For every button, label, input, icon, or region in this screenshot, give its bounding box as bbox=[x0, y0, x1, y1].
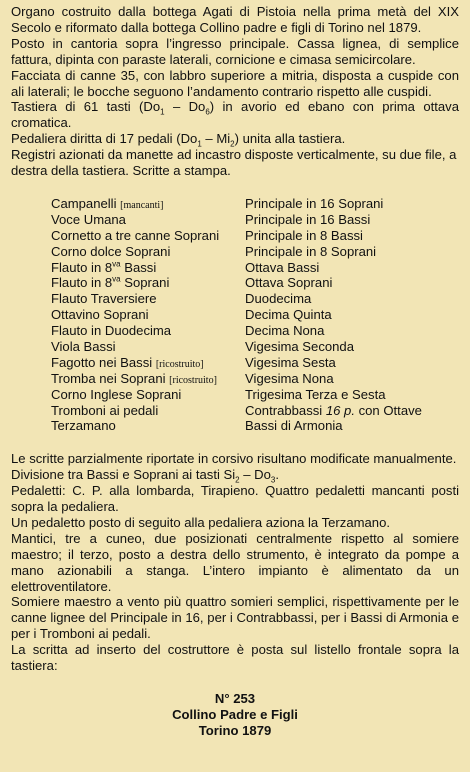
stop-principale-16-soprani: Principale in 16 Soprani bbox=[245, 195, 384, 211]
note-scritta: La scritta ad inserto del costruttore è posta sul listello frontale sopra la tastiera: bbox=[11, 642, 459, 674]
maker-name: Collino Padre e Figli bbox=[172, 706, 298, 722]
pedalboard-description bbox=[11, 131, 459, 147]
keyboard-text-1: Tastiera di 61 tasti (Do bbox=[11, 99, 161, 115]
stop-note: [mancanti] bbox=[120, 199, 164, 211]
stop-note: [ricostruito] bbox=[169, 374, 217, 386]
stop-vigesima-seconda: Vigesima Seconda bbox=[245, 338, 354, 354]
keyboard-text-3: ) in avorio ed ebano con prima ottava cromatica. bbox=[11, 99, 459, 131]
stop-corno-inglese: Corno Inglese Soprani bbox=[51, 386, 182, 402]
stop-flauto-duodecima: Flauto in Duodecima bbox=[51, 323, 172, 339]
divisione-text-2: – Do bbox=[239, 467, 271, 483]
stops-left-column bbox=[51, 196, 245, 434]
stop-flauto-traversiere: Flauto Traversiere bbox=[51, 291, 157, 307]
pedalboard-sub-2: 2 bbox=[230, 139, 235, 149]
stop-principale-8-soprani: Principale in 8 Soprani bbox=[245, 243, 377, 259]
stop-trigesima: Trigesima Terza e Sesta bbox=[245, 386, 386, 402]
note-mantici: Mantici, tre a cuneo, due posizionati centralmente rispetto al somiere maestro; il terzo, posto a destra dello strumento, è integrato da pompe a mano azionabili a stanga. L’intero impianto è alimentato da un elettroventilatore. bbox=[11, 530, 459, 594]
stop-corno-dolce: Corno dolce Soprani bbox=[51, 243, 171, 259]
stop-voce-umana: Voce Umana bbox=[51, 211, 126, 227]
stop-flauto-8-soprani bbox=[51, 275, 245, 291]
note-pedaletto: Un pedaletto posto di seguito alla pedaliera aziona la Terzamano. bbox=[11, 514, 391, 530]
divisione-text-1: Divisione tra Bassi e Soprani ai tasti Si bbox=[11, 467, 236, 483]
stop-label: Flauto in 8 bbox=[51, 275, 113, 291]
stop-flauto-8-bassi bbox=[51, 260, 245, 276]
stop-label: Soprani bbox=[120, 275, 170, 291]
registers-intro: Registri azionati da manette ad incastro disposte verticalmente, su due file, a destra della tastiera. Scritte a stampa. bbox=[11, 147, 457, 179]
stop-bassi-armonia: Bassi di Armonia bbox=[245, 418, 343, 434]
maker-inscription bbox=[11, 691, 459, 739]
stop-ottava-bassi: Ottava Bassi bbox=[245, 259, 320, 275]
stop-terzamano: Terzamano bbox=[51, 418, 116, 434]
stop-duodecima: Duodecima bbox=[245, 291, 312, 307]
stop-ottava-soprani: Ottava Soprani bbox=[245, 275, 333, 291]
note-somiere: Somiere maestro a vento più quattro somieri semplici, rispettivamente per le canne lignee del Principale in 16, per i Contrabbassi, per i Bassi di Armonia e per i Tromboni ai pedali. bbox=[11, 594, 459, 642]
pedalboard-text-3: ) unita alla tastiera. bbox=[234, 131, 346, 147]
intro-paragraph-1: Organo costruito dalla bottega Agati di Pistoia nella prima metà del XIX Secolo e riformato dalla bottega Collino padre e figli di Torino nel 1879. bbox=[11, 4, 459, 35]
note-divisione bbox=[11, 467, 459, 483]
keyboard-text-2: – Do bbox=[164, 99, 206, 115]
divisione-sub-1: 2 bbox=[235, 475, 240, 485]
stop-contrabbassi bbox=[245, 403, 459, 419]
stops-table bbox=[51, 196, 459, 434]
pedalboard-text-2: – Mi bbox=[201, 131, 231, 147]
pedalboard-text-1: Pedaliera diritta di 17 pedali (Do bbox=[11, 131, 198, 147]
stop-vigesima-sesta: Vigesima Sesta bbox=[245, 354, 336, 370]
stop-ottavino: Ottavino Soprani bbox=[51, 307, 149, 323]
intro-paragraph-3: Facciata di canne 35, con labbro superiore a mitria, disposta a cuspide con ali laterali; le bocche seguono l’andamento contrario rispetto alle cuspidi. bbox=[11, 67, 459, 99]
stop-label: Campanelli bbox=[51, 195, 117, 211]
stop-decima-quinta: Decima Quinta bbox=[245, 307, 332, 323]
keyboard-sub-2: 6 bbox=[205, 108, 210, 118]
stop-viola: Viola Bassi bbox=[51, 338, 116, 354]
stop-fagotto bbox=[51, 355, 245, 371]
stop-vigesima-nona: Vigesima Nona bbox=[245, 370, 334, 386]
stop-label: Tromba nei Soprani bbox=[51, 370, 166, 386]
stop-label: Bassi bbox=[120, 259, 157, 275]
maker-number: N° 253 bbox=[214, 691, 256, 707]
stop-principale-16-bassi: Principale in 16 Bassi bbox=[245, 211, 371, 227]
stop-label: Fagotto nei Bassi bbox=[51, 354, 153, 370]
keyboard-sub-1: 1 bbox=[160, 108, 165, 118]
stop-principale-8-bassi: Principale in 8 Bassi bbox=[245, 227, 363, 243]
pedalboard-sub-1: 1 bbox=[197, 139, 202, 149]
stop-label: Flauto in 8 bbox=[51, 259, 113, 275]
note-pedaletti: Pedaletti: C. P. alla lombarda, Tirapieno. Quattro pedaletti mancanti posti sopra la pedaliera. bbox=[11, 483, 459, 515]
maker-place: Torino 1879 bbox=[198, 722, 272, 738]
stop-decima-nona: Decima Nona bbox=[245, 323, 325, 339]
keyboard-description bbox=[11, 99, 459, 131]
stop-note: [ricostruito] bbox=[155, 358, 204, 370]
stop-tromba bbox=[51, 371, 245, 387]
divisione-sub-2: 3 bbox=[270, 475, 276, 485]
stop-sup: va bbox=[112, 259, 121, 269]
stop-campanelli bbox=[51, 196, 245, 212]
stop-label: con Ottave bbox=[354, 402, 422, 418]
stop-label: Contrabbassi bbox=[245, 402, 326, 418]
stops-right-column bbox=[245, 196, 459, 434]
stop-italic-text: 16 p. bbox=[325, 402, 355, 418]
stop-cornetto: Cornetto a tre canne Soprani bbox=[51, 227, 220, 243]
note-scritte: Le scritte parzialmente riportate in corsivo risultano modificate manualmente. bbox=[11, 451, 457, 467]
stop-tromboni: Tromboni ai pedali bbox=[51, 402, 159, 418]
stop-sup: va bbox=[112, 275, 121, 285]
intro-paragraph-2: Posto in cantoria sopra l’ingresso principale. Cassa lignea, di semplice fattura, dipinta con paraste laterali, cornicione e cimasa semicircolare. bbox=[11, 35, 459, 67]
divisione-text-3: . bbox=[275, 467, 279, 483]
